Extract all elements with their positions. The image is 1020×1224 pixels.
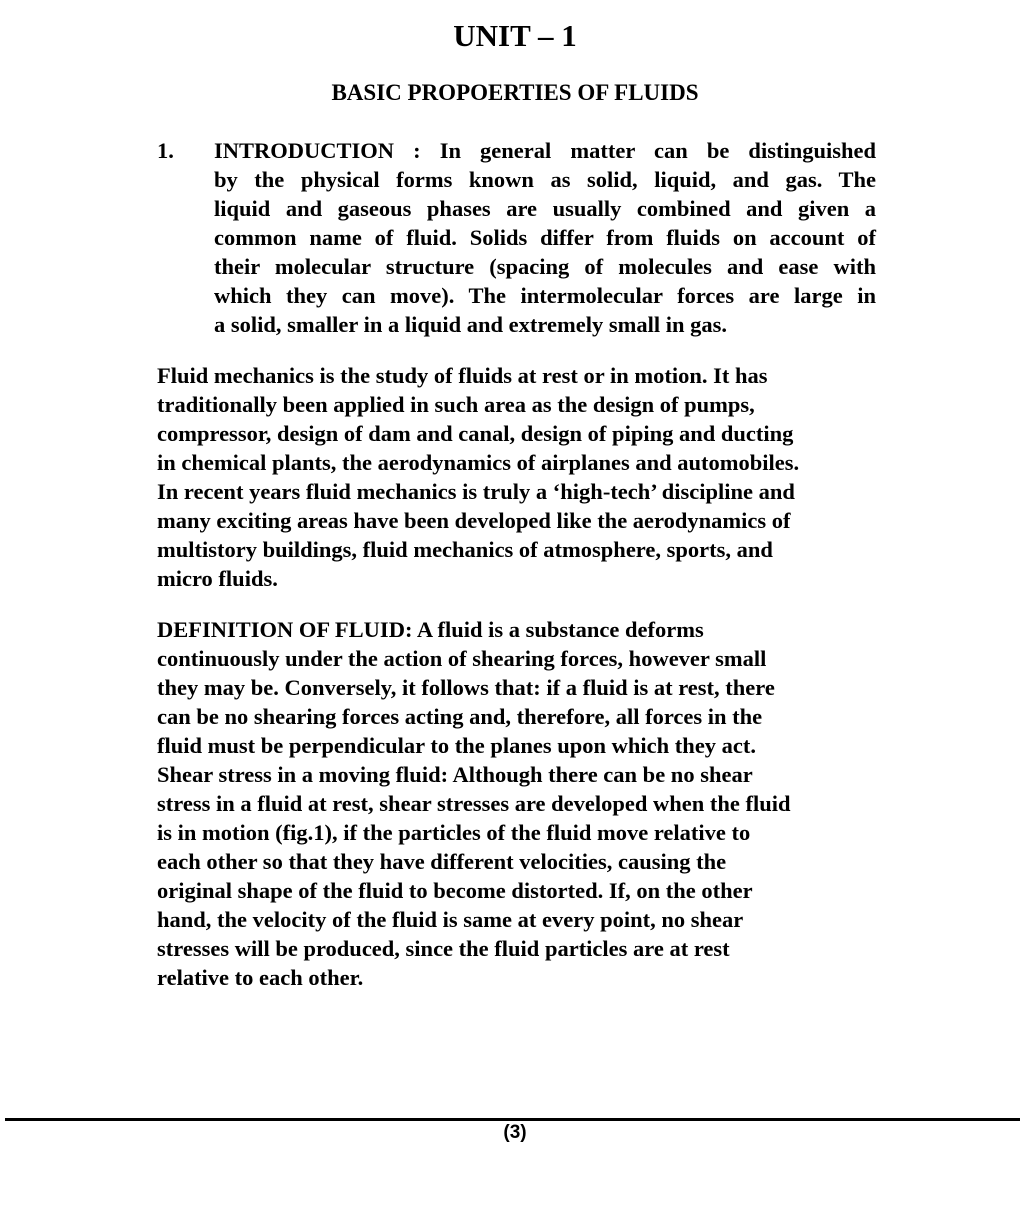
text-line: which they can move). The intermolecular forces are large in xyxy=(214,283,876,308)
text-line: Fluid mechanics is the study of fluids at rest or in motion. It has xyxy=(157,363,768,388)
section-subtitle: BASIC PROPOERTIES OF FLUIDS xyxy=(331,80,699,105)
text-line: INTRODUCTION : In general matter can be distinguished xyxy=(214,138,876,163)
text-line: multistory buildings, fluid mechanics of atmosphere, sports, and xyxy=(157,537,773,562)
text-line: original shape of the fluid to become distorted. If, on the other xyxy=(157,878,753,903)
footer-divider xyxy=(5,1118,1020,1121)
page-title: UNIT – 1 xyxy=(453,18,577,53)
text-line: micro fluids. xyxy=(157,566,278,591)
text-line: can be no shearing forces acting and, therefore, all forces in the xyxy=(157,704,763,729)
text-line: relative to each other. xyxy=(157,965,364,990)
text-line: stress in a fluid at rest, shear stresses are developed when the fluid xyxy=(157,791,791,816)
text-line: their molecular structure (spacing of molecules and ease with xyxy=(214,254,876,279)
intro-paragraph xyxy=(214,136,876,339)
definition-paragraph xyxy=(157,615,791,992)
text-line: DEFINITION OF FLUID: A fluid is a substance deforms xyxy=(157,617,704,642)
text-line: compressor, design of dam and canal, design of piping and ducting xyxy=(157,421,794,446)
text-line: common name of fluid. Solids differ from fluids on account of xyxy=(214,225,876,250)
text-line: stresses will be produced, since the fluid particles are at rest xyxy=(157,936,730,961)
intro-number: 1. xyxy=(157,138,174,163)
text-line: traditionally been applied in such area as the design of pumps, xyxy=(157,392,755,417)
text-line: liquid and gaseous phases are usually combined and given a xyxy=(214,196,876,221)
text-line: each other so that they have different velocities, causing the xyxy=(157,849,727,874)
text-line: Shear stress in a moving fluid: Although there can be no shear xyxy=(157,762,753,787)
text-line: many exciting areas have been developed like the aerodynamics of xyxy=(157,508,791,533)
fluid-mechanics-paragraph xyxy=(157,361,799,593)
text-line: fluid must be perpendicular to the planes upon which they act. xyxy=(157,733,757,758)
text-line: In recent years fluid mechanics is truly a ‘high-tech’ discipline and xyxy=(157,479,795,504)
text-line: a solid, smaller in a liquid and extremely small in gas. xyxy=(214,312,727,337)
text-line: in chemical plants, the aerodynamics of airplanes and automobiles. xyxy=(157,450,800,475)
text-line: hand, the velocity of the fluid is same at every point, no shear xyxy=(157,907,744,932)
text-line: is in motion (fig.1), if the particles of the fluid move relative to xyxy=(157,820,751,845)
text-line: by the physical forms known as solid, liquid, and gas. The xyxy=(214,167,876,192)
page-number: (3) xyxy=(503,1122,527,1143)
text-line: continuously under the action of shearing forces, however small xyxy=(157,646,767,671)
text-line: they may be. Conversely, it follows that: if a fluid is at rest, there xyxy=(157,675,775,700)
